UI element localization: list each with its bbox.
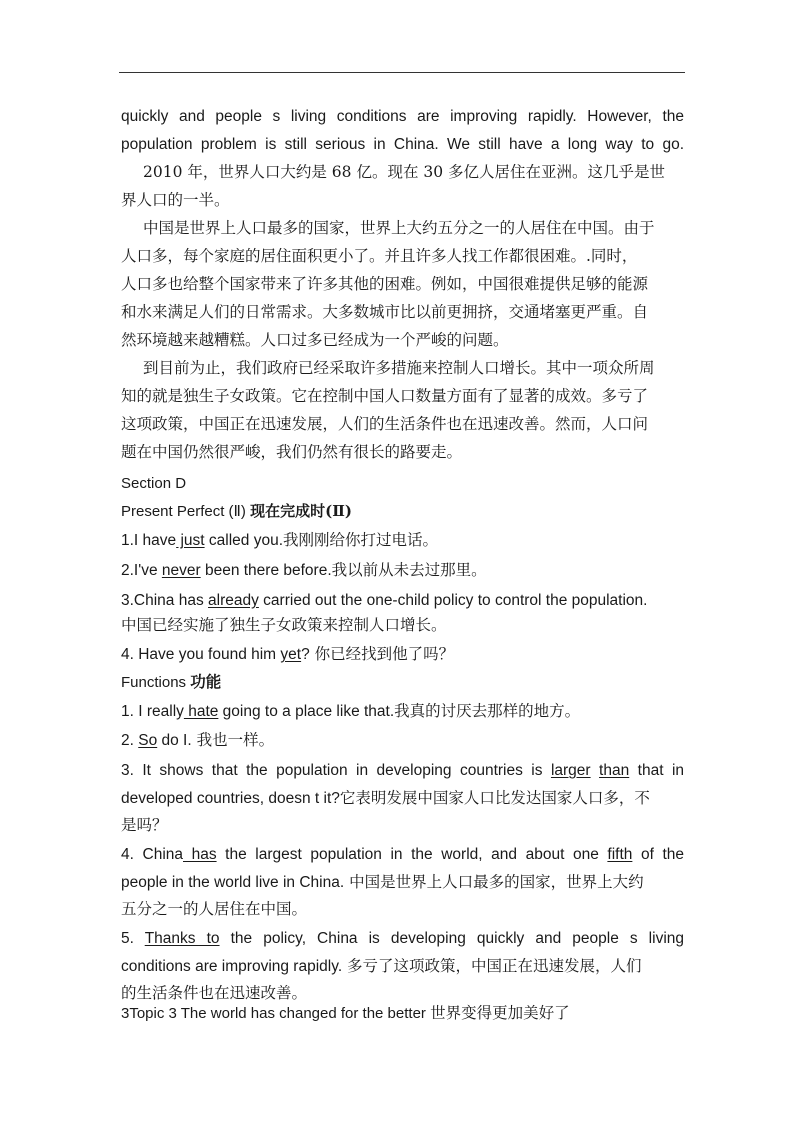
paragraph-line: 界人口的一半。 <box>121 191 230 209</box>
paragraph-line: 人口多，每个家庭的居住面积更小了。并且许多人找工作都很困难。.同时， <box>121 247 638 265</box>
function-sentence-3-cont: developed countries, doesn t it?它表明发展中国家人口比发达国家人口多，不 <box>121 789 650 807</box>
paragraph-line: 和水来满足人们的日常需求。大多数城市比以前更拥挤，交通堵塞更严重。自 <box>121 303 649 321</box>
paragraph-line: 然环境越来越糟糕。人口过多已经成为一个严峻的问题。 <box>121 331 509 349</box>
grammar-sentence-2: 2.I've never been there before.我以前从未去过那里。 <box>121 561 487 579</box>
function-sentence-5: 5. Thanks to the policy, China is developing quickly and people s living <box>121 930 685 947</box>
function-sentence-2: 2. So do I. 我也一样。 <box>121 731 275 749</box>
function-sentence-5-cont: conditions are improving rapidly. 多亏了这项政策，中国正在迅速发展，人们 <box>121 957 642 975</box>
grammar-heading: Present Perfect (Ⅱ) 现在完成时(Ⅱ) <box>121 502 352 520</box>
functions-heading: Functions 功能 <box>121 672 222 691</box>
function-sentence-1: 1. I really hate going to a place like that.我真的讨厌去那样的地方。 <box>121 702 581 720</box>
function-sentence-3: 3. It shows that the population in developing countries is larger than that in <box>121 762 685 779</box>
grammar-sentence-3-translation: 中国已经实施了独生子女政策来控制人口增长。 <box>121 616 447 634</box>
paragraph-line: quickly and people s living conditions are improving rapidly. However, the <box>121 108 684 125</box>
function-sentence-4-cont: people in the world live in China. 中国是世界上人口最多的国家，世界上大约 <box>121 873 644 891</box>
paragraph-line: 2010 年，世界人口大约是 68 亿。现在 30 多亿人居住在亚洲。这几乎是世 <box>143 163 666 181</box>
paragraph-line: 题在中国仍然很严峻，我们仍然有很长的路要走。 <box>121 443 463 461</box>
header-rule <box>119 72 685 73</box>
function-sentence-3-cont: 是吗？ <box>121 816 168 834</box>
topic-heading: 3Topic 3 The world has changed for the better 世界变得更加美好了 <box>121 1004 570 1022</box>
function-sentence-4-cont: 五分之一的人居住在中国。 <box>121 900 308 918</box>
paragraph-line: 到目前为止，我们政府已经采取许多措施来控制人口增长。其中一项众所周 <box>143 359 655 377</box>
paragraph-line: population problem is still serious in China. We still have a long way to go. <box>121 136 684 153</box>
grammar-sentence-3: 3.China has already carried out the one-child policy to control the population. <box>121 592 648 609</box>
function-sentence-4: 4. China has the largest population in the world, and about one fifth of the <box>121 846 684 863</box>
paragraph-line: 这项政策，中国正在迅速发展，人们的生活条件也在迅速改善。然而，人口问 <box>121 415 649 433</box>
grammar-sentence-1: 1.I have just called you.我刚刚给你打过电话。 <box>121 531 439 549</box>
section-heading: Section D <box>121 475 187 492</box>
paragraph-line: 知的就是独生子女政策。它在控制中国人口数量方面有了显著的成效。多亏了 <box>121 387 649 405</box>
paragraph-line: 人口多也给整个国家带来了许多其他的困难。例如，中国很难提供足够的能源 <box>121 275 649 293</box>
function-sentence-5-cont: 的生活条件也在迅速改善。 <box>121 984 308 1002</box>
grammar-sentence-4: 4. Have you found him yet? 你已经找到他了吗？ <box>121 645 455 663</box>
paragraph-line: 中国是世界上人口最多的国家，世界上大约五分之一的人居住在中国。由于 <box>143 219 655 237</box>
